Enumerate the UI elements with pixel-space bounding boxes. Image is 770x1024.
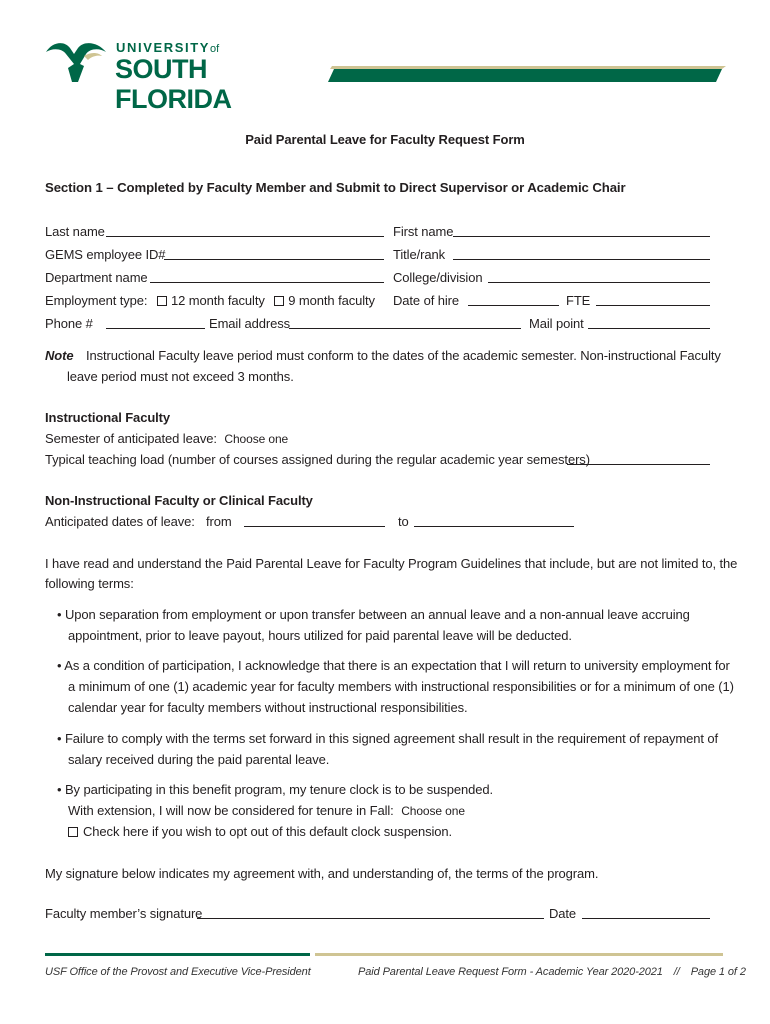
bullet-3-line-2: salary received during the paid parental leave. [68, 752, 330, 767]
email-field[interactable] [289, 328, 521, 329]
tenure-label: With extension, I will now be considered for tenure in Fall: [68, 803, 394, 818]
nine-month-checkbox[interactable] [274, 296, 284, 306]
department-label: Department name [45, 270, 148, 285]
first-name-label: First name [393, 224, 454, 239]
employment-type-row [45, 293, 375, 309]
fte-field[interactable] [596, 305, 710, 306]
footer-office: USF Office of the Provost and Executive Vice-President [45, 966, 311, 978]
form-title: Paid Parental Leave for Faculty Request Form [245, 132, 525, 147]
footer-separator: // [673, 966, 680, 978]
bullet-1-line-1: • Upon separation from employment or upon transfer between an annual leave and a non-annual leave accruing [57, 607, 690, 622]
date-field[interactable] [582, 918, 710, 919]
email-label: Email address [209, 316, 291, 331]
date-of-hire-field[interactable] [468, 305, 559, 306]
footer-form-name: Paid Parental Leave Request Form - Academic Year 2020-2021 [358, 966, 663, 978]
logo-of-text: of [210, 43, 220, 55]
phone-label: Phone # [45, 316, 93, 331]
college-field[interactable] [488, 282, 710, 283]
bull-horns-icon [44, 38, 108, 86]
last-name-label: Last name [45, 224, 105, 239]
opt-out-checkbox[interactable] [68, 827, 78, 837]
note-label: Note [45, 348, 74, 363]
fte-label: FTE [566, 293, 591, 308]
college-label: College/division [393, 270, 483, 285]
bullet-4-line-1: • By participating in this benefit program, my tenure clock is to be suspended. [57, 782, 493, 797]
logo-south-florida-text: SOUTH FLORIDA [115, 54, 232, 114]
logo-university-text: UNIVERSITY [116, 40, 211, 55]
footer-form-info [358, 964, 746, 980]
from-label: from [206, 514, 232, 529]
footer-rule-gold [315, 953, 723, 956]
phone-field[interactable] [106, 328, 205, 329]
opt-out-row [68, 824, 452, 840]
last-name-field[interactable] [106, 236, 384, 237]
title-rank-field[interactable] [453, 259, 710, 260]
to-label: to [398, 514, 409, 529]
bullet-2-line-3: calendar year for faculty members without instructional responsibilities. [68, 700, 468, 715]
twelve-month-label: 12 month faculty [170, 293, 265, 308]
gems-id-field[interactable] [164, 259, 384, 260]
title-rank-label: Title/rank [393, 247, 445, 262]
semester-row [45, 431, 288, 447]
note-line-2: leave period must not exceed 3 months. [67, 369, 294, 384]
leave-dates-label: Anticipated dates of leave: [45, 514, 195, 529]
employment-type-label: Employment type: [45, 293, 148, 308]
instructional-heading: Instructional Faculty [45, 410, 171, 425]
section1-title: Section 1 – Completed by Faculty Member and Submit to Direct Supervisor or Academic Chair [45, 180, 626, 195]
teaching-load-field[interactable] [567, 464, 710, 465]
bullet-3-line-1: • Failure to comply with the terms set forward in this signed agreement shall result in the requirement of repayment of [57, 731, 719, 746]
tenure-dropdown[interactable]: Choose one [401, 804, 465, 818]
gems-id-label: GEMS employee ID# [45, 247, 166, 262]
signature-field[interactable] [197, 918, 544, 919]
mail-point-label: Mail point [529, 316, 584, 331]
from-date-field[interactable] [244, 526, 385, 527]
usf-logo [44, 38, 316, 114]
twelve-month-checkbox[interactable] [157, 296, 167, 306]
bullet-2-line-2: a minimum of one (1) academic year for faculty members with instructional responsibilities or for a minimum of one (1) [68, 679, 734, 694]
nine-month-label: 9 month faculty [288, 293, 375, 308]
tenure-row [68, 803, 465, 819]
non-instructional-heading: Non-Instructional Faculty or Clinical Faculty [45, 493, 313, 508]
header-stripe [326, 63, 726, 83]
opt-out-label: Check here if you wish to opt out of this default clock suspension. [83, 824, 453, 839]
signature-label: Faculty member’s signature [45, 906, 203, 921]
bullet-2-line-1: • As a condition of participation, I acknowledge that there is an expectation that I will return to university employment for [57, 658, 730, 673]
bullet-1-line-2: appointment, prior to leave payout, hours utilized for paid parental leave will be deducted. [68, 628, 572, 643]
signature-intro: My signature below indicates my agreement with, and understanding of, the terms of the program. [45, 866, 599, 881]
agreement-intro-2: following terms: [45, 576, 134, 591]
footer-rule-green [45, 953, 310, 956]
to-date-field[interactable] [414, 526, 574, 527]
department-field[interactable] [150, 282, 384, 283]
semester-dropdown[interactable]: Choose one [224, 432, 289, 446]
agreement-intro-1: I have read and understand the Paid Parental Leave for Faculty Program Guidelines that include, but are not limited to, the [45, 556, 738, 571]
footer-page-number: Page 1 of 2 [690, 966, 746, 978]
date-of-hire-label: Date of hire [393, 293, 460, 308]
mail-point-field[interactable] [588, 328, 710, 329]
note-line-1: Instructional Faculty leave period must conform to the dates of the academic semester. Non-instructional Faculty [86, 348, 721, 363]
date-label: Date [549, 906, 577, 921]
semester-label: Semester of anticipated leave: [45, 431, 217, 446]
teaching-load-label: Typical teaching load (number of courses assigned during the regular academic year semesters) [45, 452, 590, 467]
first-name-field[interactable] [453, 236, 710, 237]
